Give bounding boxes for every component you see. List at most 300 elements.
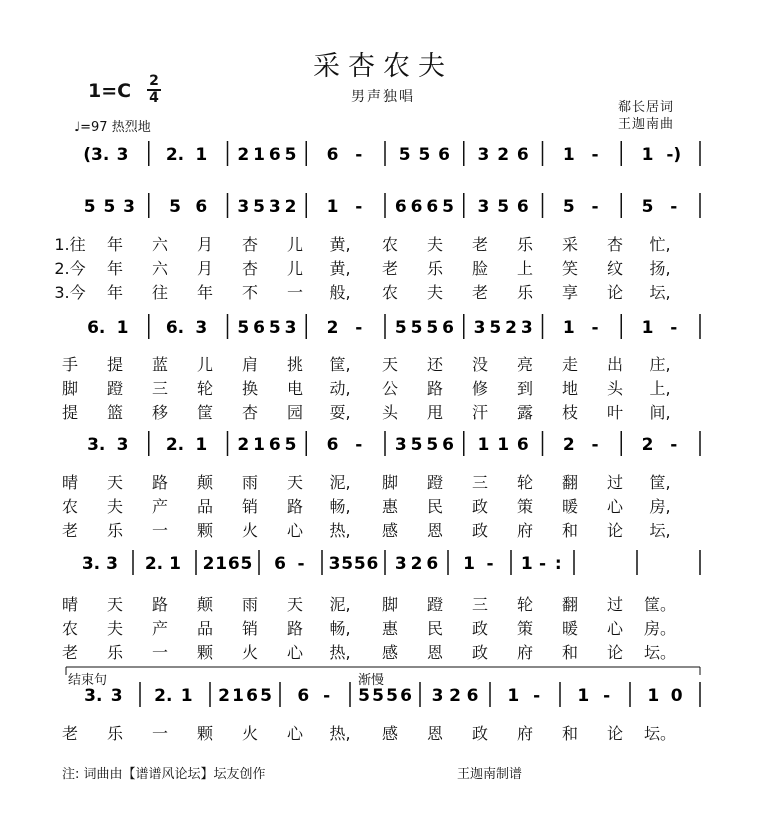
lyric-syllable: 府 [516, 724, 534, 743]
note-glyph: 6 [195, 197, 208, 217]
lyric-syllable: 路 [151, 473, 169, 492]
note-glyph: 6 [253, 318, 265, 338]
lyric-syllable: 热, [329, 724, 351, 743]
note-glyph: 3 [394, 435, 407, 455]
lyric-syllable: 年 [106, 259, 124, 278]
lyric-syllable: 杏 [241, 259, 259, 278]
lyric-syllable: 论 [606, 283, 624, 302]
note-glyph: 3 [394, 554, 407, 574]
note-glyph: 3 [116, 435, 129, 455]
lyric-syllable: 产 [151, 619, 169, 638]
note-glyph: 6 [466, 686, 479, 706]
lyric-syllable: 恩 [426, 643, 444, 662]
note-glyph: 6 [326, 145, 339, 165]
note-glyph: 2. [144, 554, 164, 574]
note-glyph: 5 [372, 686, 384, 706]
note-glyph: 2 [641, 435, 654, 455]
note-glyph: 3 [116, 145, 129, 165]
lyric-syllable: 年 [196, 283, 214, 302]
note-glyph: 3 [123, 197, 135, 217]
lyric-syllable: 老 [61, 724, 79, 743]
note-glyph: 1 [326, 197, 339, 217]
note-glyph: - [591, 197, 599, 217]
lyric-syllable: 销 [241, 619, 259, 638]
lyric-syllable: 间, [649, 403, 671, 422]
note-glyph: 2 [326, 318, 339, 338]
lyric-syllable: 筐, [649, 473, 671, 492]
note-glyph: 6 [366, 554, 379, 574]
lyric-syllable: 政 [471, 497, 489, 516]
lyric-syllable: 乐 [516, 283, 534, 302]
lyric-syllable: 地 [561, 379, 579, 398]
note-glyph: : [554, 554, 562, 574]
lyric-syllable: 政 [471, 724, 489, 743]
lyric-syllable: 恩 [426, 724, 444, 743]
note-glyph: 1 [253, 435, 265, 455]
lyric-syllable: 府 [516, 521, 534, 540]
lyric-syllable: 老 [61, 521, 79, 540]
note-glyph: 5 [284, 435, 297, 455]
lyric-syllable: 颗 [196, 643, 214, 662]
note-glyph: 5 [341, 554, 354, 574]
lyric-syllable: 杏 [241, 403, 259, 422]
note-glyph: 5 [410, 435, 423, 455]
lyric-syllable: 天 [286, 595, 304, 614]
meter-bottom: 4 [149, 90, 159, 106]
lyric-syllable: 暖 [561, 619, 579, 638]
lyric-syllable: 策 [516, 497, 534, 516]
lyric-syllable: 心 [606, 497, 624, 516]
note-glyph: - [355, 145, 363, 165]
note-glyph: 6 [410, 197, 423, 217]
lyric-syllable: 乐 [106, 643, 124, 662]
lyric-syllable: 坛。 [643, 643, 677, 662]
note-glyph: 6 [274, 554, 286, 574]
note-glyph: 3 [473, 318, 486, 338]
note-glyph: 3 [195, 318, 208, 338]
note-glyph: 2 [449, 686, 461, 706]
lyric-syllable: 蹬 [106, 379, 124, 398]
note-glyph: - [603, 686, 611, 706]
lyric-syllable: 翻 [561, 595, 579, 614]
lyric-syllable: 感 [381, 521, 399, 540]
note-glyph: 3. [87, 435, 106, 455]
notation-system [87, 431, 700, 456]
note-glyph: 1 [463, 554, 475, 574]
lyric-syllable: 三 [471, 595, 489, 614]
lyric-syllable: 天 [381, 355, 399, 374]
ritardando-label: 渐慢 [358, 673, 385, 688]
note-glyph: 1 [562, 145, 575, 165]
lyric-syllable: 头 [606, 379, 624, 398]
lyric-syllable: 晴 [61, 595, 79, 614]
note-glyph: 5 [353, 554, 366, 574]
note-glyph: 5 [562, 197, 575, 217]
note-glyph: 3 [328, 554, 341, 574]
lyric-syllable: 和 [561, 724, 579, 743]
note-glyph: 1 [195, 145, 208, 165]
lyric-syllable: 天 [106, 473, 124, 492]
lyric-syllable: 露 [516, 403, 534, 422]
note-glyph: 2 [202, 554, 215, 574]
lyric-syllable: 惠 [381, 497, 399, 516]
lyric-syllable: 扬, [649, 259, 671, 278]
lyric-syllable: 上 [516, 259, 534, 278]
note-glyph: 6 [246, 686, 258, 706]
lyric-syllable: 杏 [241, 235, 259, 254]
note-glyph: 6 [268, 145, 281, 165]
lyric-syllable: 感 [381, 643, 399, 662]
note-glyph: 3 [110, 686, 123, 706]
lyric-syllable: 房。 [643, 619, 677, 638]
lyric-syllable: 农 [61, 619, 79, 638]
footnote: 注: 词曲由【谱谱风论坛】坛友创作 [62, 767, 266, 782]
lyric-syllable: 心 [286, 521, 304, 540]
lyric-syllable: 3.今 [54, 283, 86, 302]
note-glyph: 6 [297, 686, 310, 706]
note-glyph: 1 [641, 318, 654, 338]
lyric-syllable: 儿 [196, 355, 214, 374]
lyric-syllable: 往 [151, 283, 169, 302]
lyric-syllable: 三 [471, 473, 489, 492]
lyric-syllable: 脚 [61, 379, 79, 398]
note-glyph: - [486, 554, 494, 574]
lyric-syllable: 一 [151, 521, 169, 540]
lyric-syllable: 轮 [196, 379, 214, 398]
lyric-syllable: 忙, [649, 235, 671, 254]
lyric-syllable: 房, [649, 497, 671, 516]
note-glyph: 0 [670, 686, 683, 706]
note-glyph: - [670, 318, 678, 338]
lyric-syllable: 纹 [606, 259, 624, 278]
lyric-syllable: 乐 [106, 724, 124, 743]
lyric-syllable: 提 [106, 355, 124, 374]
lyric-syllable: 翻 [561, 473, 579, 492]
tempo-marking: ♩=97 热烈地 [74, 120, 151, 135]
note-glyph: 1 [647, 686, 660, 706]
note-glyph: 2 [410, 554, 423, 574]
lyric-syllable: 走 [561, 355, 579, 374]
note-glyph: - [670, 435, 678, 455]
composer-credit: 王迦南曲 [618, 117, 675, 132]
lyric-syllable: 汗 [471, 403, 489, 422]
note-glyph: 5 [641, 197, 654, 217]
lyric-syllable: 雨 [241, 473, 259, 492]
lyric-syllable: 和 [561, 643, 579, 662]
song-title: 采杏农夫 [313, 51, 453, 82]
note-glyph: 5 [426, 318, 439, 338]
lyric-syllable: 热, [329, 643, 351, 662]
lyric-syllable: 颗 [196, 724, 214, 743]
lyric-syllable: 杏 [606, 235, 624, 254]
note-glyph: 6 [516, 435, 529, 455]
note-glyph: 3 [268, 197, 281, 217]
lyric-syllable: 和 [561, 521, 579, 540]
lyric-syllable: 夫 [106, 619, 124, 638]
note-glyph: 1 [232, 686, 244, 706]
note-glyph: 1 [497, 435, 510, 455]
lyric-syllable: 轮 [516, 595, 534, 614]
note-glyph: 6 [516, 197, 529, 217]
lyric-syllable: 论 [606, 643, 624, 662]
lyric-syllable: 手 [61, 355, 79, 374]
lyric-syllable: 移 [151, 403, 169, 422]
note-glyph: 1 [253, 145, 265, 165]
lyric-syllable: 论 [606, 521, 624, 540]
lyric-syllable: 享 [561, 283, 579, 302]
lyric-syllable: 政 [471, 643, 489, 662]
note-glyph: 3. [84, 686, 103, 706]
lyric-syllable: 挑 [286, 355, 304, 374]
note-glyph: - [323, 686, 331, 706]
note-glyph: 5 [169, 197, 181, 217]
engraver-credit: 王迦南制谱 [457, 767, 523, 782]
lyric-syllable: 六 [151, 235, 169, 254]
note-glyph: 5 [442, 197, 454, 217]
notation-system [83, 141, 700, 166]
note-glyph: 5 [418, 145, 431, 165]
note-glyph: 5 [260, 686, 272, 706]
note-glyph: 6 [394, 197, 407, 217]
lyric-syllable: 府 [516, 643, 534, 662]
lyric-syllable: 恩 [426, 521, 444, 540]
lyric-syllable: 黄, [329, 259, 351, 278]
lyric-syllable: 坛, [649, 283, 671, 302]
note-glyph: 2 [284, 197, 297, 217]
lyric-syllable: 路 [426, 379, 444, 398]
lyric-syllable: 月 [196, 259, 214, 278]
lyric-syllable: 老 [471, 283, 489, 302]
note-glyph: - [538, 554, 547, 574]
notation-system [66, 667, 700, 707]
lyric-syllable: 耍, [329, 403, 351, 422]
lyric-syllable: 筐 [196, 403, 214, 422]
lyric-syllable: 畅, [329, 497, 351, 516]
lyric-syllable: 儿 [286, 259, 304, 278]
note-glyph: 6. [87, 318, 106, 338]
lyric-syllable: 泥, [329, 473, 351, 492]
lyric-syllable: 轮 [516, 473, 534, 492]
note-glyph: 5 [103, 197, 116, 217]
lyric-syllable: 惠 [381, 619, 399, 638]
lyric-syllable: 叶 [606, 403, 624, 422]
note-glyph: 5 [394, 318, 407, 338]
lyric-syllable: 心 [286, 643, 304, 662]
lyric-syllable: 过 [606, 595, 624, 614]
note-glyph: 1 [520, 554, 533, 574]
lyric-syllable: 热, [329, 521, 351, 540]
lyric-syllable: 三 [151, 379, 169, 398]
lyric-syllable: 不 [241, 283, 259, 302]
lyric-syllable: 提 [61, 403, 79, 422]
lyric-syllable: 出 [606, 355, 624, 374]
lyric-syllable: 蹬 [426, 595, 444, 614]
note-glyph: 3 [106, 554, 118, 574]
lyric-syllable: 一 [286, 283, 304, 302]
note-glyph: 3 [431, 686, 444, 706]
lyric-syllable: 政 [471, 521, 489, 540]
note-glyph: 5 [240, 554, 253, 574]
lyric-syllable: 路 [151, 595, 169, 614]
lyric-syllable: 天 [286, 473, 304, 492]
note-glyph: 1 [477, 435, 490, 455]
note-glyph: 5 [83, 197, 96, 217]
note-glyph: 2 [505, 318, 517, 338]
lyric-syllable: 电 [286, 379, 304, 398]
lyric-syllable: 庄, [649, 355, 671, 374]
note-glyph: 1 [116, 318, 129, 338]
lyric-syllable: 脚 [381, 473, 399, 492]
lyric-syllable: 晴 [61, 473, 79, 492]
lyric-syllable: 畅, [329, 619, 351, 638]
note-glyph: 5 [268, 318, 281, 338]
lyric-syllable: 年 [106, 235, 124, 254]
lyric-syllable: 般, [329, 283, 351, 302]
note-glyph: 1 [507, 686, 520, 706]
lyric-syllable: 策 [516, 619, 534, 638]
note-glyph: 2 [237, 145, 250, 165]
notation-system [82, 550, 700, 575]
lyric-syllable: 老 [381, 259, 399, 278]
lyric-syllable: 夫 [106, 497, 124, 516]
lyric-syllable: 感 [381, 724, 399, 743]
lyric-syllable: 论 [606, 724, 624, 743]
note-glyph: 6 [442, 435, 454, 455]
note-glyph: - [355, 318, 363, 338]
note-glyph: 5 [426, 435, 439, 455]
note-glyph: 1 [195, 435, 208, 455]
lyric-syllable: 火 [241, 724, 259, 743]
lyric-syllable: 路 [286, 497, 304, 516]
note-glyph: - [533, 686, 541, 706]
note-glyph: 5 [284, 145, 297, 165]
note-glyph: 5 [410, 318, 423, 338]
note-glyph: - [670, 197, 678, 217]
note-glyph: 6 [268, 435, 281, 455]
lyric-syllable: 蹬 [426, 473, 444, 492]
lyric-syllable: 一 [151, 724, 169, 743]
note-glyph: 5 [398, 145, 411, 165]
note-glyph: 3 [477, 197, 490, 217]
note-glyph: 2 [562, 435, 575, 455]
note-glyph: (3. [83, 145, 110, 165]
ending-label: 结束句 [68, 673, 108, 688]
lyric-syllable: 公 [381, 379, 399, 398]
note-glyph: 1 [562, 318, 575, 338]
lyric-syllable: 农 [381, 283, 399, 302]
lyric-syllable: 乐 [516, 235, 534, 254]
note-glyph: 6 [426, 197, 439, 217]
note-glyph: 6 [326, 435, 339, 455]
note-glyph: 6 [426, 554, 439, 574]
lyric-syllable: 暖 [561, 497, 579, 516]
lyric-syllable: 路 [286, 619, 304, 638]
lyric-syllable: 雨 [241, 595, 259, 614]
note-glyph: 5 [358, 686, 370, 706]
note-glyph: 6. [165, 318, 185, 338]
lyric-syllable: 蓝 [151, 355, 169, 374]
note-glyph: - [591, 145, 599, 165]
lyric-syllable: 心 [606, 619, 624, 638]
note-glyph: 5 [253, 197, 265, 217]
lyric-syllable: 年 [106, 283, 124, 302]
note-glyph: 2. [154, 686, 173, 706]
lyric-syllable: 甩 [426, 403, 444, 422]
lyric-syllable: 民 [426, 497, 444, 516]
note-glyph: 6 [400, 686, 412, 706]
meter-top: 2 [149, 73, 159, 89]
note-glyph: - [591, 435, 599, 455]
lyric-syllable: 筐。 [643, 595, 677, 614]
lyric-syllable: 天 [106, 595, 124, 614]
lyric-syllable: 泥, [329, 595, 351, 614]
note-glyph: 1 [577, 686, 590, 706]
lyric-syllable: 颗 [196, 521, 214, 540]
note-glyph: 5 [489, 318, 502, 338]
note-glyph: 2 [497, 145, 510, 165]
note-glyph: 2 [218, 686, 230, 706]
lyric-syllable: 颠 [196, 473, 214, 492]
lyric-syllable: 修 [471, 379, 489, 398]
lyric-syllable: 到 [516, 379, 534, 398]
note-glyph: - [591, 318, 599, 338]
lyric-syllable: 黄, [329, 235, 351, 254]
lyric-syllable: 农 [381, 235, 399, 254]
lyric-syllable: 头 [381, 403, 399, 422]
lyric-syllable: 颠 [196, 595, 214, 614]
lyric-syllable: 1.往 [54, 235, 86, 254]
lyric-syllable: 亮 [516, 355, 534, 374]
lyric-syllable: 品 [196, 619, 214, 638]
lyric-syllable: 2.今 [54, 259, 86, 278]
note-glyph: 6 [442, 318, 454, 338]
note-glyph: -) [666, 145, 682, 165]
note-glyph: - [297, 554, 305, 574]
lyric-syllable: 枝 [561, 403, 579, 422]
lyric-syllable: 夫 [426, 283, 444, 302]
lyric-syllable: 采 [561, 235, 579, 254]
lyric-syllable: 过 [606, 473, 624, 492]
lyric-syllable: 夫 [426, 235, 444, 254]
lyric-syllable: 老 [471, 235, 489, 254]
note-glyph: 3. [81, 554, 101, 574]
lyric-syllable: 坛, [649, 521, 671, 540]
lyric-syllable: 政 [471, 619, 489, 638]
lyric-syllable: 销 [241, 497, 259, 516]
note-glyph: 3 [237, 197, 250, 217]
note-glyph: 5 [497, 197, 510, 217]
lyricist-credit: 郗长居词 [618, 100, 675, 115]
lyric-syllable: 老 [61, 643, 79, 662]
lyric-syllable: 坛。 [643, 724, 677, 743]
note-glyph: 3 [284, 318, 297, 338]
note-glyph: - [355, 435, 363, 455]
notation-system [87, 314, 700, 339]
lyric-syllable: 动, [329, 379, 351, 398]
lyric-syllable: 没 [471, 355, 489, 374]
note-glyph: 6 [438, 145, 450, 165]
lyric-syllable: 肩 [241, 355, 259, 374]
note-glyph: 1 [215, 554, 228, 574]
lyric-syllable: 换 [241, 379, 259, 398]
lyric-syllable: 脚 [381, 595, 399, 614]
key-signature: 1=C [88, 80, 132, 102]
lyric-syllable: 乐 [106, 521, 124, 540]
note-glyph: 6 [227, 554, 240, 574]
lyric-syllable: 心 [286, 724, 304, 743]
note-glyph: 2. [165, 145, 185, 165]
lyric-syllable: 火 [241, 643, 259, 662]
